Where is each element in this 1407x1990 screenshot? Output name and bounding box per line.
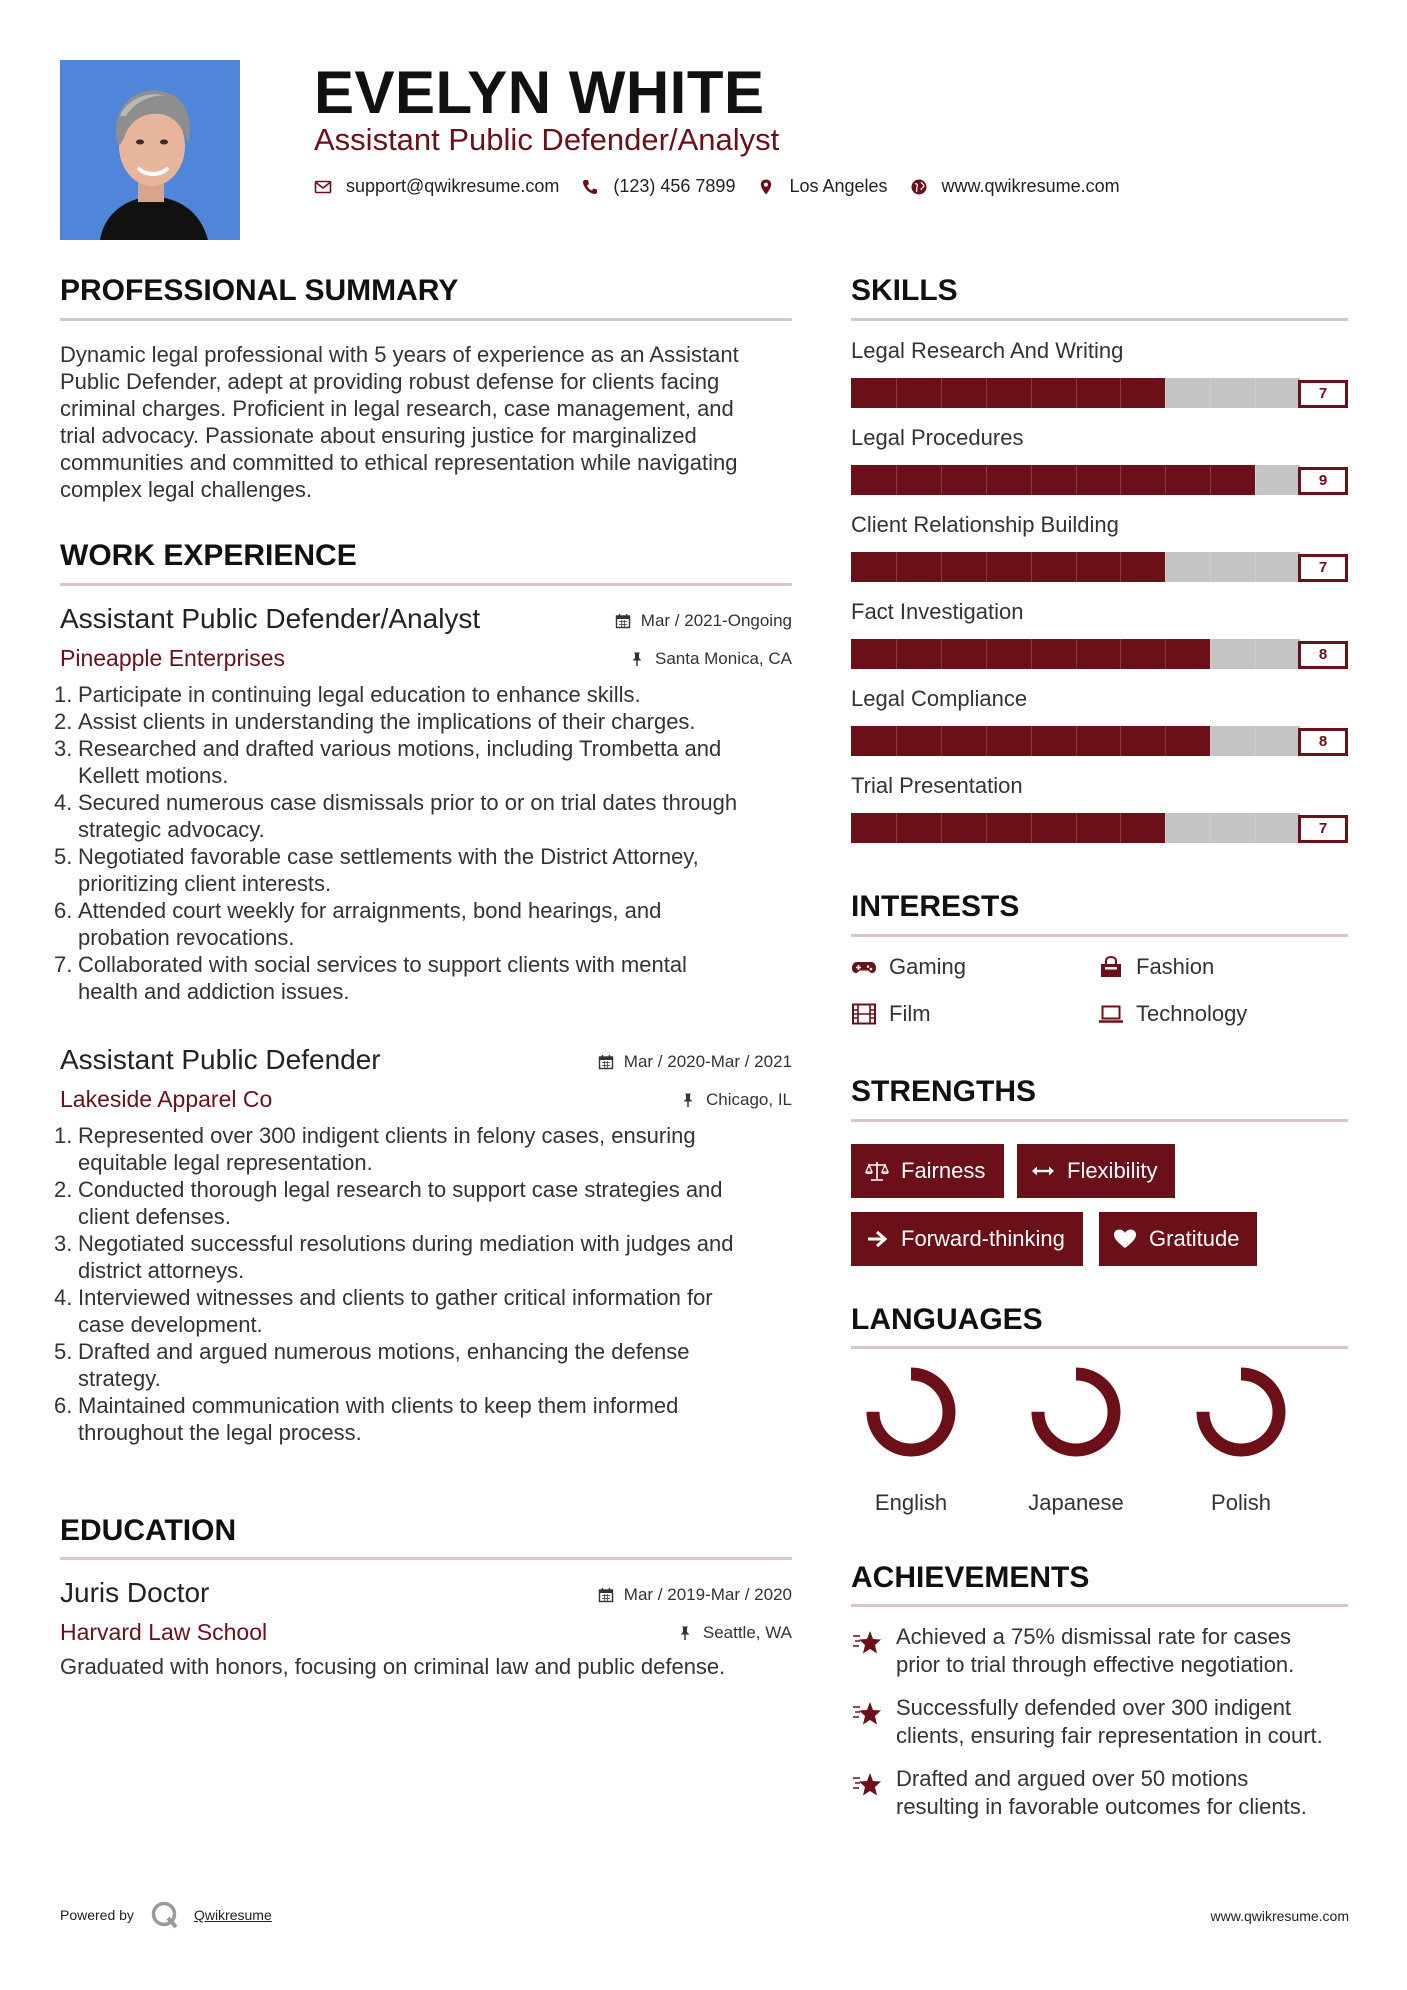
laptop-icon (1098, 1003, 1124, 1025)
shopping-bag-icon (1098, 956, 1124, 978)
list-number: 2. (54, 709, 73, 734)
list-line: Collaborated with social services to support clients with mental (78, 952, 687, 977)
strength-label: Fairness (901, 1158, 986, 1183)
globe-icon (910, 178, 928, 196)
list-line: strategy. (78, 1366, 161, 1391)
list-number: 1. (54, 1123, 73, 1148)
achievement-line: Successfully defended over 300 indigent (896, 1695, 1292, 1720)
language-level-arc (873, 1374, 949, 1450)
portrait-image (60, 60, 240, 240)
skill-label: Trial Presentation (851, 773, 1023, 798)
contact-phone[interactable] (581, 176, 735, 197)
job-duties (54, 681, 792, 1005)
strength-fairness (851, 1144, 1004, 1198)
interests-rule (851, 934, 1348, 937)
phone-icon (581, 178, 599, 196)
list-number: 3. (54, 736, 73, 761)
strength-flexibility (1017, 1144, 1175, 1198)
summary-rule (60, 318, 792, 321)
summary-line: criminal charges. Proficient in legal research, case management, and (60, 396, 734, 421)
pushpin-icon (677, 1625, 693, 1641)
language-level-ring (861, 1362, 961, 1462)
list-line: Kellett motions. (78, 763, 229, 788)
skill-label: Legal Procedures (851, 425, 1024, 450)
achievements-heading: ACHIEVEMENTS (851, 1561, 1090, 1594)
pushpin-icon (629, 651, 645, 667)
list-line: district attorneys. (78, 1258, 245, 1283)
interest-fashion (1098, 954, 1214, 980)
job-date-text: Mar / 2021-Ongoing (640, 611, 792, 630)
list-item (54, 681, 792, 708)
work-rule (60, 583, 792, 586)
interest-label: Film (889, 1001, 931, 1026)
summary-line: trial advocacy. Passionate about ensuring justice for marginalized (60, 423, 697, 448)
list-line: Represented over 300 indigent clients in felony cases, ensuring (78, 1123, 696, 1148)
education-entry (60, 1577, 792, 1680)
list-line: strategic advocacy. (78, 817, 265, 842)
list-item (54, 789, 792, 843)
skill-score-badge: 9 (1298, 467, 1348, 495)
calendar-icon (615, 613, 631, 629)
achievement-item (851, 1694, 1351, 1750)
skill-label: Legal Research And Writing (851, 338, 1124, 363)
list-number: 7. (54, 952, 73, 977)
skill-score-badge: 8 (1298, 728, 1348, 756)
list-item (54, 735, 792, 789)
candidate-name: EVELYN WHITE (314, 59, 765, 126)
job-location-text: Chicago, IL (706, 1090, 792, 1109)
education-note: Graduated with honors, focusing on criminal law and public defense. (60, 1654, 726, 1679)
skill-bar (851, 813, 1348, 843)
qwikresume-logo-icon (150, 1900, 180, 1930)
language-item (1011, 1362, 1141, 1516)
skill-bar-segments (851, 813, 1300, 843)
languages-heading: LANGUAGES (851, 1303, 1043, 1336)
skill-item (851, 338, 1348, 408)
achievement-line: clients, ensuring fair representation in court. (896, 1723, 1323, 1748)
skill-bar-segments (851, 465, 1300, 495)
skill-bar-segments (851, 726, 1300, 756)
languages-rule (851, 1346, 1348, 1349)
interest-gaming (851, 954, 966, 980)
location-text: Los Angeles (789, 176, 888, 196)
skill-label: Client Relationship Building (851, 512, 1119, 537)
list-item (54, 843, 792, 897)
skill-bar (851, 378, 1348, 408)
strength-label: Flexibility (1067, 1158, 1158, 1183)
website-text: www.qwikresume.com (941, 176, 1120, 196)
skill-score-badge: 8 (1298, 641, 1348, 669)
skill-bar (851, 726, 1348, 756)
list-item (54, 1284, 792, 1338)
list-item (54, 1338, 792, 1392)
education-heading: EDUCATION (60, 1514, 237, 1547)
achievement-line: prior to trial through effective negotiation. (896, 1652, 1295, 1677)
list-line: Drafted and argued numerous motions, enhancing the defense (78, 1339, 690, 1364)
skill-score-badge: 7 (1298, 380, 1348, 408)
achievement-line: resulting in favorable outcomes for clients. (896, 1794, 1307, 1819)
skill-item (851, 773, 1348, 843)
strength-forward-thinking (851, 1212, 1083, 1266)
list-line: health and addiction issues. (78, 979, 350, 1004)
film-icon (851, 1003, 877, 1025)
list-item (54, 951, 792, 1005)
map-marker-icon (757, 178, 775, 196)
skill-score-badge: 7 (1298, 815, 1348, 843)
job-date (615, 611, 792, 631)
list-line: Researched and drafted various motions, including Trombetta and (78, 736, 722, 761)
envelope-icon (314, 178, 332, 196)
skill-item (851, 686, 1348, 756)
language-level-arc (1203, 1374, 1279, 1450)
degree: Juris Doctor (60, 1577, 210, 1608)
skill-bar-segments (851, 378, 1300, 408)
summary-line: Dynamic legal professional with 5 years of experience as an Assistant (60, 342, 739, 367)
contact-bar (314, 176, 1142, 197)
contact-website[interactable] (910, 176, 1120, 197)
calendar-icon (598, 1054, 614, 1070)
job-location (680, 1090, 792, 1110)
achievement-item (851, 1623, 1351, 1679)
list-line: Attended court weekly for arraignments, bond hearings, and (78, 898, 662, 923)
education-rule (60, 1557, 792, 1560)
skill-bar (851, 552, 1348, 582)
interest-label: Gaming (889, 954, 967, 979)
email-text: support@qwikresume.com (346, 176, 560, 196)
calendar-icon (598, 1587, 614, 1603)
job-company: Pineapple Enterprises (60, 645, 286, 671)
skill-bar-segments (851, 552, 1300, 582)
language-label: Japanese (1028, 1490, 1124, 1515)
summary-text (60, 341, 800, 503)
achievement-item (851, 1765, 1351, 1821)
job-company: Lakeside Apparel Co (60, 1086, 273, 1112)
interests-heading: INTERESTS (851, 890, 1020, 923)
skill-score-badge: 7 (1298, 554, 1348, 582)
arrow-right-icon (865, 1228, 889, 1250)
list-item (54, 1230, 792, 1284)
language-item (846, 1362, 976, 1516)
work-heading: WORK EXPERIENCE (60, 539, 357, 572)
list-line: Conducted thorough legal research to support case strategies and (78, 1177, 723, 1202)
job-entry (54, 1044, 792, 1446)
list-line: Secured numerous case dismissals prior to or on trial dates through (78, 790, 738, 815)
strength-label: Gratitude (1149, 1226, 1240, 1251)
list-line: Negotiated successful resolutions during mediation with judges and (78, 1231, 734, 1256)
star-icon (851, 1627, 883, 1657)
education-location (677, 1623, 792, 1643)
list-line: Maintained communication with clients to keep them informed (78, 1393, 679, 1418)
school: Harvard Law School (60, 1619, 268, 1645)
strength-gratitude (1099, 1212, 1257, 1266)
footer-url[interactable]: www.qwikresume.com (1210, 1908, 1349, 1924)
profile-photo (60, 60, 240, 240)
footer-powered-by (60, 1900, 272, 1930)
list-number: 6. (54, 898, 73, 923)
balance-scale-icon (865, 1160, 889, 1182)
skill-label: Fact Investigation (851, 599, 1024, 624)
arrows-horizontal-icon (1031, 1160, 1055, 1182)
list-item (54, 897, 792, 951)
candidate-title: Assistant Public Defender/Analyst (314, 122, 780, 157)
list-line: Assist clients in understanding the implications of their charges. (78, 709, 696, 734)
interest-label: Technology (1136, 1001, 1248, 1026)
skill-item (851, 512, 1348, 582)
list-number: 5. (54, 1339, 73, 1364)
list-number: 3. (54, 1231, 73, 1256)
education-location-text: Seattle, WA (702, 1623, 792, 1642)
job-entry (54, 603, 792, 1005)
list-number: 4. (54, 790, 73, 815)
list-line: Negotiated favorable case settlements with the District Attorney, (78, 844, 699, 869)
strengths-heading: STRENGTHS (851, 1075, 1037, 1108)
phone-text: (123) 456 7899 (613, 176, 736, 196)
powered-by-text: Powered by (60, 1907, 134, 1923)
summary-line: Public Defender, adept at providing robust defense for clients facing (60, 369, 720, 394)
list-line: throughout the legal process. (78, 1420, 362, 1445)
heart-icon (1113, 1228, 1137, 1250)
list-number: 5. (54, 844, 73, 869)
skill-label: Legal Compliance (851, 686, 1028, 711)
list-line: client defenses. (78, 1204, 231, 1229)
summary-heading: PROFESSIONAL SUMMARY (60, 274, 459, 307)
list-item (54, 1176, 792, 1230)
skill-bar (851, 465, 1348, 495)
achievement-line: Drafted and argued over 50 motions (896, 1766, 1249, 1791)
star-icon (851, 1769, 883, 1799)
list-item (54, 1122, 792, 1176)
skill-item (851, 425, 1348, 495)
language-item (1176, 1362, 1306, 1516)
pushpin-icon (680, 1092, 696, 1108)
education-date (598, 1585, 792, 1605)
brand-link[interactable]: Qwikresume (193, 1907, 272, 1923)
skill-bar-segments (851, 639, 1300, 669)
achievement-line: Achieved a 75% dismissal rate for cases (896, 1624, 1291, 1649)
skill-bar (851, 639, 1348, 669)
list-number: 2. (54, 1177, 73, 1202)
job-location (629, 649, 792, 669)
job-role: Assistant Public Defender/Analyst (60, 603, 481, 634)
job-location-text: Santa Monica, CA (654, 649, 792, 668)
list-number: 1. (54, 682, 73, 707)
skills-rule (851, 318, 1348, 321)
language-level-arc (1038, 1374, 1114, 1450)
list-line: prioritizing client interests. (78, 871, 332, 896)
contact-location (757, 176, 887, 197)
list-line: equitable legal representation. (78, 1150, 373, 1175)
language-label: Polish (1211, 1490, 1271, 1515)
list-line: Interviewed witnesses and clients to gather critical information for (78, 1285, 713, 1310)
language-level-ring (1191, 1362, 1291, 1462)
list-line: probation revocations. (78, 925, 295, 950)
interest-film (851, 1001, 931, 1027)
list-number: 4. (54, 1285, 73, 1310)
skill-item (851, 599, 1348, 669)
summary-line: communities and committed to ethical representation while navigating (60, 450, 738, 475)
contact-email[interactable] (314, 176, 559, 197)
job-date (598, 1052, 792, 1072)
list-item (54, 1392, 792, 1446)
job-date-text: Mar / 2020-Mar / 2021 (623, 1052, 792, 1071)
education-date-text: Mar / 2019-Mar / 2020 (623, 1585, 792, 1604)
language-level-ring (1026, 1362, 1126, 1462)
interest-label: Fashion (1136, 954, 1215, 979)
interest-technology (1098, 1001, 1247, 1027)
gamepad-icon (851, 956, 877, 978)
strength-label: Forward-thinking (901, 1226, 1065, 1251)
language-label: English (874, 1490, 948, 1515)
job-role: Assistant Public Defender (60, 1044, 381, 1075)
list-line: Participate in continuing legal education to enhance skills. (78, 682, 641, 707)
achievements-rule (851, 1604, 1348, 1607)
list-number: 6. (54, 1393, 73, 1418)
skills-heading: SKILLS (851, 274, 958, 307)
star-icon (851, 1698, 883, 1728)
job-duties (54, 1122, 792, 1446)
list-line: case development. (78, 1312, 263, 1337)
strengths-rule (851, 1119, 1348, 1122)
summary-line: complex legal challenges. (60, 477, 312, 502)
list-item (54, 708, 792, 735)
